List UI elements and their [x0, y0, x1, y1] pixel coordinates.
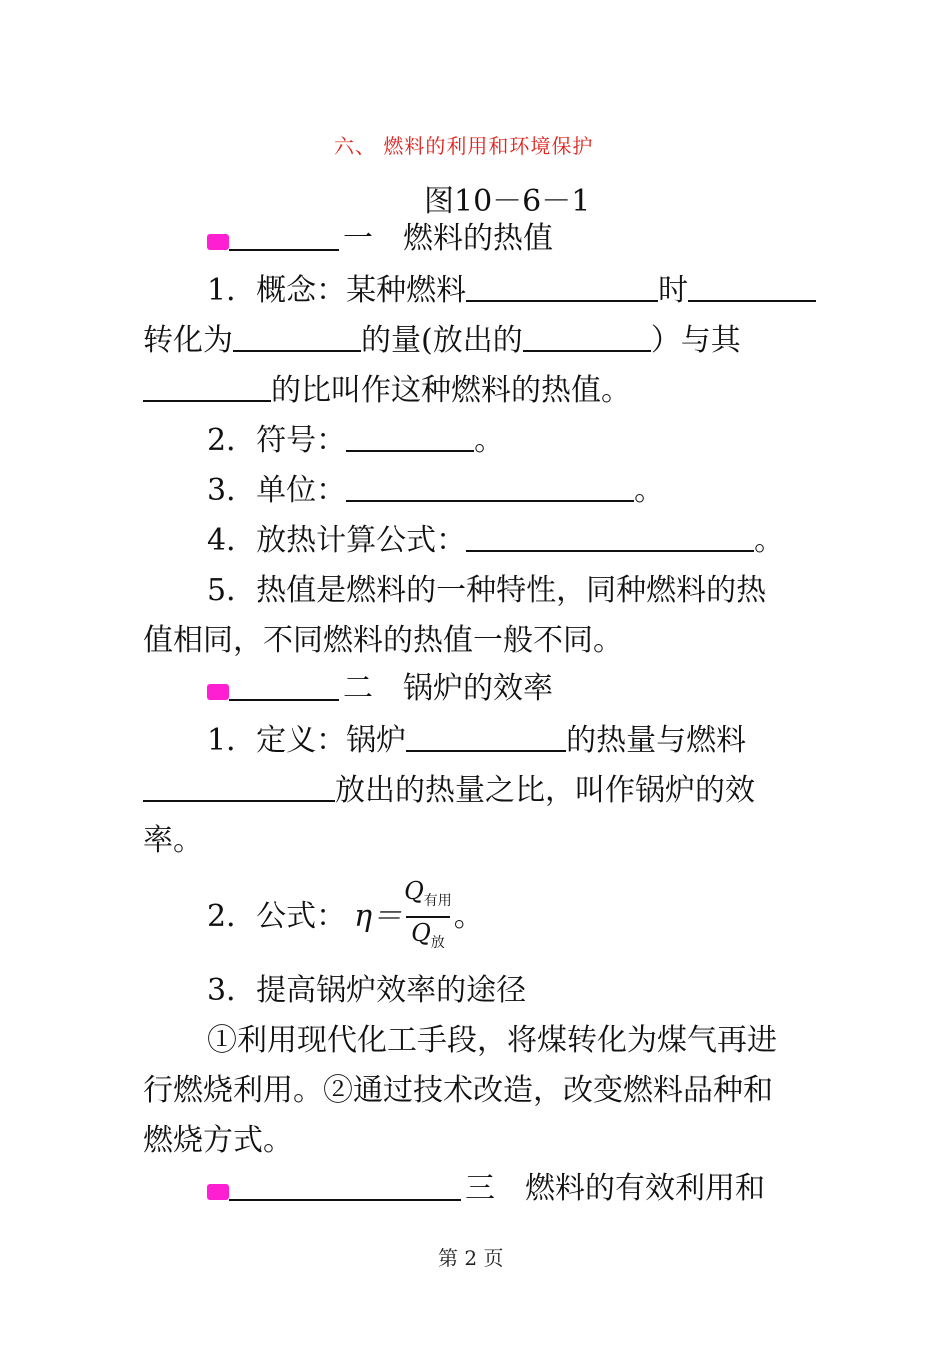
text-fragment: 2．公式： [207, 898, 347, 934]
fill-blank [523, 349, 651, 352]
text-line: 3．提高锅炉效率的途径 [207, 973, 527, 1008]
highlight-marker-icon [207, 1184, 229, 1200]
heading-blank [229, 1198, 461, 1201]
fraction-bar [406, 916, 450, 918]
text-line [207, 723, 747, 758]
section-heading-3 [207, 1171, 765, 1206]
section-label: 三 燃料的有效利用和 [465, 1171, 765, 1206]
fill-blank [143, 399, 271, 402]
text-fragment: 1．概念：某种燃料 [207, 273, 467, 308]
q-symbol: Q [411, 918, 431, 947]
text-fragment: 转化为 [143, 323, 233, 358]
eta-symbol: η＝ [354, 898, 403, 934]
section-label: 二 锅炉的效率 [343, 671, 553, 706]
fill-blank [466, 549, 754, 552]
formula-line [207, 878, 484, 956]
text-fragment: ）与其 [650, 323, 741, 358]
text-fragment: 3．单位： [207, 473, 347, 508]
highlight-marker-icon [207, 684, 229, 700]
fill-blank [233, 349, 361, 352]
efficiency-fraction [404, 878, 452, 956]
text-line [143, 323, 741, 358]
page-title: 六、 燃料的利用和环境保护 [334, 134, 594, 158]
text-fragment: 4．放热计算公式： [207, 523, 467, 558]
text-fragment: 。 [474, 423, 505, 458]
text-fragment: 的比叫作这种燃料的热值。 [271, 373, 631, 408]
text-line: 值相同，不同燃料的热值一般不同。 [143, 623, 623, 658]
text-fragment: 的热量与燃料 [566, 723, 747, 758]
text-fragment: 时 [658, 273, 689, 308]
fill-blank [466, 299, 658, 302]
fill-blank [346, 499, 634, 502]
q-symbol: Q [404, 877, 424, 905]
text-fragment: 的量(放出的 [361, 323, 523, 358]
text-line [143, 373, 631, 408]
subscript: 放 [430, 934, 445, 951]
text-line [207, 273, 816, 308]
subscript: 有用 [423, 892, 452, 909]
fill-blank [406, 749, 566, 752]
text-line: 5．热值是燃料的一种特性，同种燃料的热 [207, 573, 767, 608]
text-fragment: 2．符号： [207, 423, 347, 458]
highlight-marker-icon [207, 234, 229, 250]
fraction-numerator [404, 878, 452, 914]
heading-blank [229, 248, 339, 251]
page-number: 第 2 页 [438, 1246, 504, 1270]
text-line: 率。 [143, 823, 203, 858]
heading-blank [229, 698, 339, 701]
fraction-denominator [411, 920, 445, 956]
text-line [207, 473, 665, 508]
fill-blank [346, 449, 474, 452]
section-label: 一 燃料的热值 [343, 221, 553, 256]
fill-blank [143, 799, 335, 802]
text-fragment: 1．定义：锅炉 [207, 723, 407, 758]
text-line [207, 523, 785, 558]
fill-blank [688, 299, 816, 302]
section-heading-1 [207, 221, 553, 256]
text-line [207, 423, 505, 458]
figure-caption: 图10－6－1 [424, 184, 591, 219]
text-fragment: 。 [453, 898, 484, 934]
text-fragment: 。 [634, 473, 665, 508]
section-heading-2 [207, 671, 553, 706]
text-line [143, 773, 755, 808]
text-fragment: 放出的热量之比，叫作锅炉的效 [335, 773, 755, 808]
text-line: ①利用现代化工手段，将煤转化为煤气再进 [207, 1023, 777, 1058]
text-fragment: 。 [754, 523, 785, 558]
text-line: 燃烧方式。 [143, 1123, 293, 1158]
text-line: 行燃烧利用。②通过技术改造，改变燃料品种和 [143, 1073, 773, 1108]
